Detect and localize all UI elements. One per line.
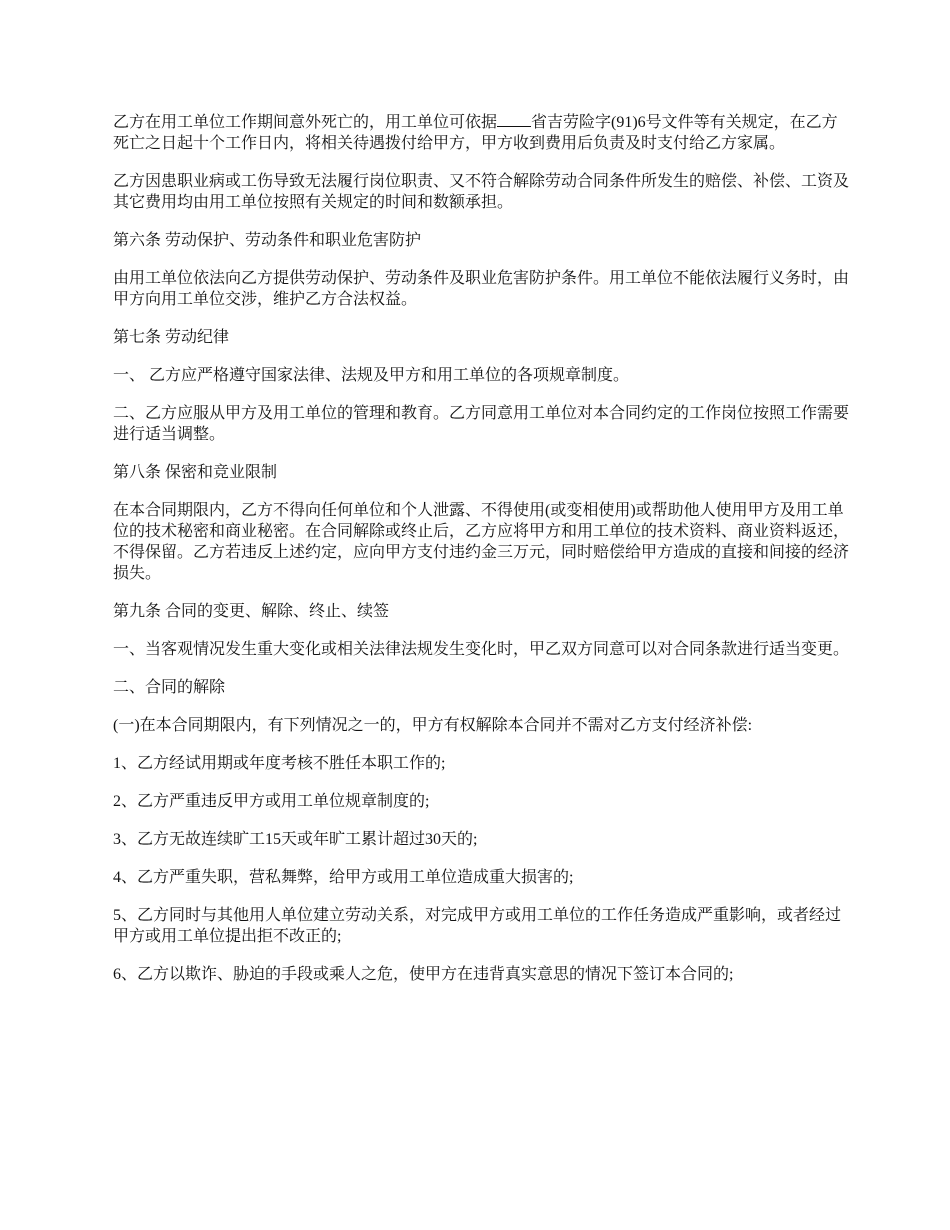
paragraph-text-part1: 乙方在用工单位工作期间意外死亡的，用工单位可依据: [113, 114, 498, 131]
paragraph-text-part2: 省吉劳险字(91)6号文件等有关规定，在乙方死亡之日起十个工作日内，将相关待遇拨付给甲方，甲方收到费用后负责及时支付给乙方家属。: [113, 114, 838, 152]
fill-in-blank: [497, 112, 531, 127]
document-page: [113, 112, 853, 1002]
list-item: 4、乙方严重失职，营私舞弊，给甲方或用工单位造成重大损害的;: [113, 869, 574, 886]
list-item: 2、乙方严重违反甲方或用工单位规章制度的;: [113, 793, 430, 810]
article-7-clause-2: 二、乙方应服从甲方及用工单位的管理和教育。乙方同意用工单位对本合同约定的工作岗位按照工作需要进行适当调整。: [113, 405, 850, 443]
paragraph-occupational-disease: 乙方因患职业病或工伤导致无法履行岗位职责、又不符合解除劳动合同条件所发生的赔偿、补偿、工资及其它费用均由用工单位按照有关规定的时间和数额承担。: [113, 173, 850, 211]
article-8-body: 在本合同期限内，乙方不得向任何单位和个人泄露、不得使用(或变相使用)或帮助他人使用甲方及用工单位的技术秘密和商业秘密。在合同解除或终止后，乙方应将甲方和用工单位的技术资料、商业资料返还，不得保留。乙方若违反上述约定，应向甲方支付违约金三万元，同时赔偿给甲方造成的直接和间接的经济损失。: [113, 502, 850, 582]
article-9-subclause-a: (一)在本合同期限内，有下列情况之一的，甲方有权解除本合同并不需对乙方支付经济补偿:: [113, 717, 753, 734]
article-9-clause-2: 二、合同的解除: [113, 679, 226, 696]
paragraph-accidental-death: [113, 112, 853, 154]
article-8-title: 第八条 保密和竞业限制: [113, 464, 278, 481]
article-6-title: 第六条 劳动保护、劳动条件和职业危害防护: [113, 232, 422, 249]
list-item: 5、乙方同时与其他用人单位建立劳动关系，对完成甲方或用工单位的工作任务造成严重影响，或者经过甲方或用工单位提出拒不改正的;: [113, 907, 842, 945]
article-9-title: 第九条 合同的变更、解除、终止、续签: [113, 603, 390, 620]
list-item: 6、乙方以欺诈、胁迫的手段或乘人之危，使甲方在违背真实意思的情况下签订本合同的;: [113, 966, 734, 983]
list-item: 3、乙方无故连续旷工15天或年旷工累计超过30天的;: [113, 831, 478, 848]
article-7-clause-1: 一、 乙方应严格遵守国家法律、法规及甲方和用工单位的各项规章制度。: [113, 367, 630, 384]
article-6-body: 由用工单位依法向乙方提供劳动保护、劳动条件及职业危害防护条件。用工单位不能依法履行义务时，由甲方向用工单位交涉，维护乙方合法权益。: [113, 270, 850, 308]
article-7-title: 第七条 劳动纪律: [113, 329, 230, 346]
article-9-clause-1: 一、当客观情况发生重大变化或相关法律法规发生变化时，甲乙双方同意可以对合同条款进行适当变更。: [113, 641, 850, 658]
list-item: 1、乙方经试用期或年度考核不胜任本职工作的;: [113, 755, 446, 772]
